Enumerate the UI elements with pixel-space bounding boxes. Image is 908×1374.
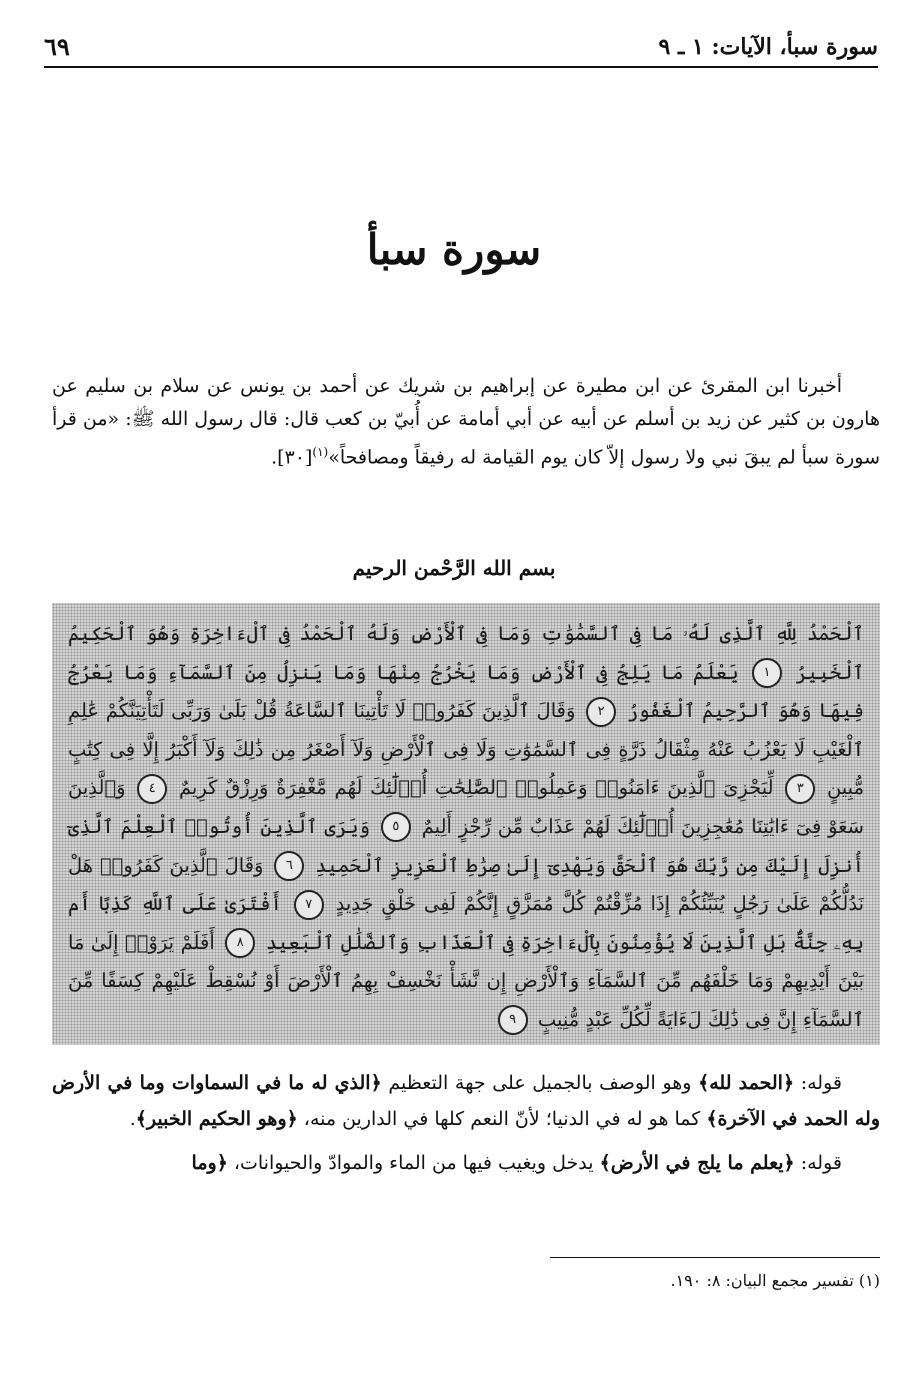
ayah-number-mark: ٥	[381, 812, 411, 842]
ayah-text: أَفَلَمْ يَرَوْا۟ إِلَىٰ مَا بَيْنَ أَيْدِيهِمْ وَمَا خَلْفَهُم مِّنَ ٱلسَّمَآءِ وَٱلْأَرْضِ إِن نَّشَأْ نَخْسِفْ بِهِمُ ٱلْأَرْضَ أَوْ نُسْقِطْ عَلَيْهِمْ كِسَفًا مِّنَ ٱلسَّمَآءِ إِنَّ فِى ذَٰلِكَ لَءَايَةً لِّكُلِّ عَبْدٍ مُّنِيبٍ	[68, 930, 864, 1031]
ayah-text: لِّيَجْزِىَ ٱلَّذِينَ ءَامَنُوا۟ وَعَمِلُوا۟ ٱلصَّٰلِحَٰتِ أُو۟لَٰٓئِكَ لَهُم مَّغْفِرَةٌ وَرِزْقٌ كَرِيمٌ	[178, 776, 774, 800]
ayah-number-mark: ٨	[225, 928, 255, 958]
quoted-verse: ﴿الذي له ما في السماوات وما في الأرض وله الحمد في الآخرة﴾	[52, 1072, 880, 1130]
ayah-text: وَٱلَّذِينَ سَعَوْ فِىٓ ءَايَٰتِنَا مُعَٰجِزِينَ أُو۟لَٰٓئِكَ لَهُمْ عَذَابٌ مِّن رِّجْزٍ أَلِيمٌ	[68, 776, 865, 838]
ayah-number-mark: ٦	[274, 851, 304, 881]
ayah-text: ٱلْحَمْدُ لِلَّهِ ٱلَّذِى لَهُۥ مَا فِى ٱلسَّمَٰوَٰتِ وَمَا فِى ٱلْأَرْضِ وَلَهُ ٱلْحَمْدُ فِى ٱلْءَاخِرَةِ وَهُوَ ٱلْحَكِيمُ ٱلْخَبِيرُ	[68, 622, 864, 684]
running-title: سورة سبأ، الآيات: ١ ـ ٩	[658, 34, 878, 60]
commentary-text: قوله:	[794, 1072, 842, 1094]
ayah-text: وَيَرَى ٱلَّذِينَ أُوتُوا۟ ٱلْعِلْمَ ٱلَّذِىٓ أُنزِلَ إِلَيْكَ مِن رَّبِّكَ هُوَ ٱلْحَقَّ وَيَهْدِىٓ إِلَىٰ صِرَٰطِ ٱلْعَزِيزِ ٱلْحَمِيدِ	[68, 814, 864, 877]
ayah-text: وَقَالَ ٱلَّذِينَ كَفَرُوا۟ هَلْ نَدُلُّكُمْ عَلَىٰ رَجُلٍ يُنَبِّئُكُمْ إِذَا مُزِّقْتُمْ كُلَّ مُمَزَّقٍ إِنَّكُمْ لَفِى خَلْقٍ جَدِيدٍ	[68, 853, 864, 916]
intro-paragraph	[52, 370, 880, 474]
footnote-divider	[550, 1257, 880, 1258]
commentary-paragraph	[52, 1145, 880, 1181]
commentary-paragraph	[52, 1065, 880, 1137]
ayah-number-mark: ٩	[498, 1005, 528, 1035]
ayah-number-mark: ٧	[294, 890, 324, 920]
commentary	[52, 1065, 880, 1189]
page-header	[44, 32, 878, 68]
quoted-verse: ﴿وهو الحكيم الخبير﴾	[135, 1108, 298, 1130]
page-number: ٦٩	[44, 32, 70, 61]
commentary-text: يدخل ويغيب فيها من الماء والموادّ والحيوانات،	[227, 1152, 600, 1174]
ayah-text: أَفْتَرَىٰ عَلَى ٱللَّهِ كَذِبًا أَم بِهِۦ جِنَّةٌۢ بَلِ ٱلَّذِينَ لَا يُؤْمِنُونَ بِٱلْءَاخِرَةِ فِى ٱلْعَذَابِ وَٱلضَّلَٰلِ ٱلْبَعِيدِ	[68, 892, 865, 954]
ayah-text: وَقَالَ ٱلَّذِينَ كَفَرُوا۟ لَا تَأْتِينَا ٱلسَّاعَةُ قُلْ بَلَىٰ وَرَبِّى لَتَأْتِيَنَّكُمْ عَٰلِمِ ٱلْغَيْبِ لَا يَعْزُبُ عَنْهُ مِثْقَالُ ذَرَّةٍ فِى ٱلسَّمَٰوَٰتِ وَلَا فِى ٱلْأَرْضِ وَلَآ أَصْغَرُ مِن ذَٰلِكَ وَلَآ أَكْبَرُ إِلَّا فِى كِتَٰبٍ مُّبِينٍ	[68, 699, 865, 800]
ayah-number-mark: ٤	[137, 774, 167, 804]
ayah-number-mark: ٣	[785, 774, 815, 804]
ayah-number-mark: ٢	[586, 697, 616, 727]
surah-title: سورة سبأ	[366, 225, 542, 274]
commentary-text: وهو الوصف بالجميل على جهة التعظيم	[381, 1072, 699, 1094]
intro-ref-number: [٣٠].	[271, 446, 313, 469]
ayah-text: يَعْلَمُ مَا يَلِجُ فِى ٱلْأَرْضِ وَمَا يَخْرُجُ مِنْهَا وَمَا يَنزِلُ مِنَ ٱلسَّمَآءِ وَمَا يَعْرُجُ فِيهَا وَهُوَ ٱلرَّحِيمُ ٱلْغَفُورُ	[68, 660, 865, 723]
footnote: (١) تفسير مجمع البيان: ٨: ١٩٠.	[670, 1271, 880, 1290]
commentary-text: قوله:	[794, 1152, 842, 1174]
quran-verses-box	[52, 603, 880, 1045]
ayah-number-mark: ١	[752, 658, 782, 688]
intro-body: أخبرنا ابن المقرئ عن ابن مطيرة عن إبراهيم بن شريك عن أحمد بن يونس عن سلام بن سليم عن هارون بن كثير عن زيد بن أسلم عن أبيه عن أبي أمامة عن أُبيّ بن كعب قال: قال رسول الله ﷺ: «من قرأ سورة سبأ لم يبقَ نبي ولا رسول إلاّ كان يوم القيامة له رفيقاً ومصافحاً»	[52, 375, 880, 469]
footnote-ref: (١)	[312, 445, 329, 459]
quoted-verse: ﴿الحمد لله﴾	[698, 1072, 795, 1094]
commentary-text: .	[129, 1108, 136, 1130]
quoted-verse: ﴿يعلم ما يلج في الأرض﴾	[599, 1152, 795, 1174]
basmala: بسم الله الرَّحْمن الرحيم	[352, 556, 556, 580]
quoted-verse: ﴿وما	[191, 1152, 228, 1174]
intro-text	[52, 370, 880, 474]
commentary-text: كما هو له في الدنيا؛ لأنّ النعم كلها في الدارين منه،	[297, 1108, 707, 1130]
